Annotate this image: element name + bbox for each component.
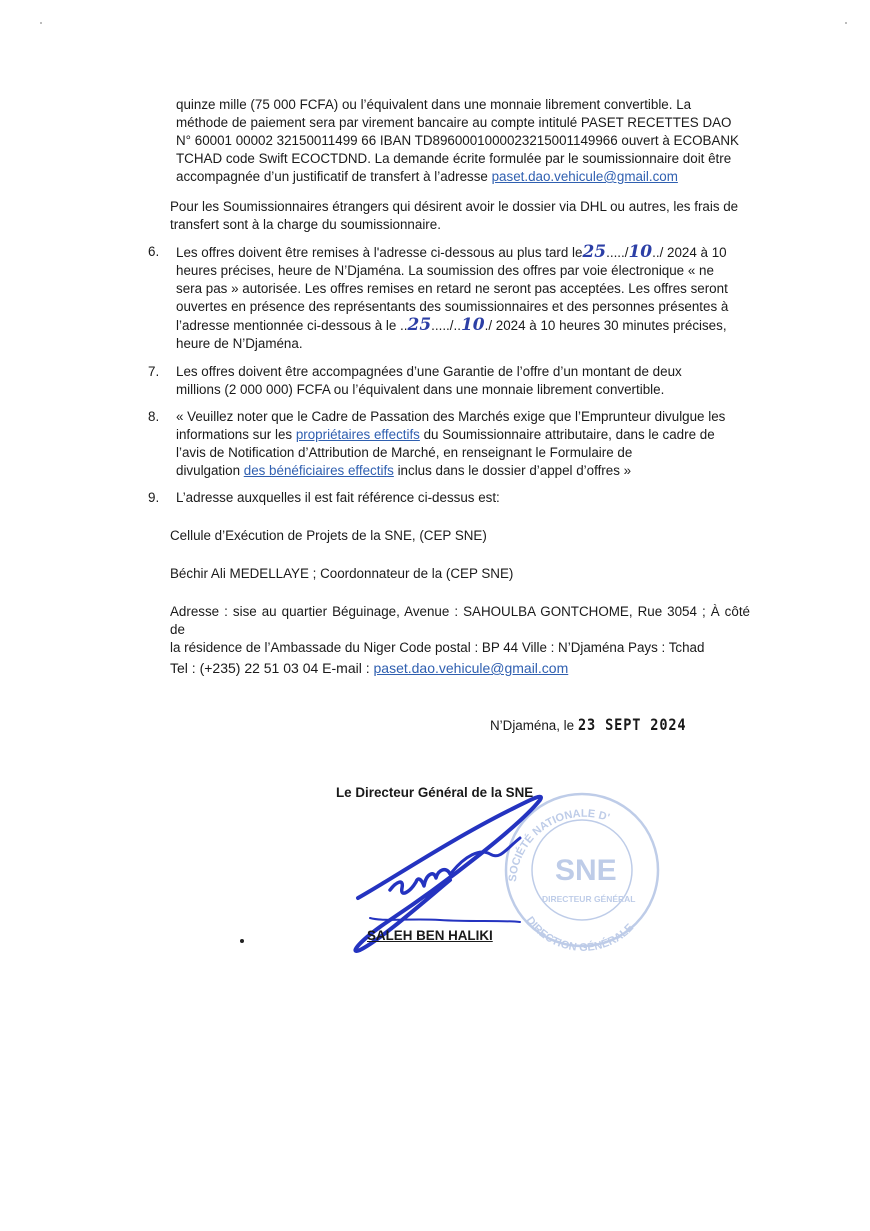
item-number: 6. bbox=[148, 244, 160, 259]
stamp-and-signature bbox=[330, 770, 660, 980]
item6-line: ouvertes en présence des représentants des soumissionnaires et des personnes présentes à bbox=[176, 299, 729, 314]
item6-line: Les offres doivent être remises à l'adresse ci-dessous au plus tard le25...../10../ 2024 à 10 bbox=[176, 242, 727, 262]
item8-line: informations sur les propriétaires effectifs du Soumissionnaire attributaire, dans le cadre de bbox=[176, 427, 715, 442]
item-number: 7. bbox=[148, 364, 160, 379]
contact-email-link[interactable]: paset.dao.vehicule@gmail.com bbox=[373, 660, 569, 676]
stamp-center-text: SNE bbox=[555, 854, 617, 887]
item-number: 9. bbox=[148, 490, 160, 505]
item-9-paragraph: L’adresse auxquelles il est fait référence ci-dessus est: bbox=[176, 490, 500, 505]
handwritten-day: 25 bbox=[407, 315, 432, 335]
item-6-paragraph bbox=[176, 243, 748, 353]
scan-speck bbox=[845, 22, 847, 24]
item6-line: l’adresse mentionnée ci-dessous à le ..25...../..10./ 2024 à 10 heures 30 minutes précises, bbox=[176, 315, 727, 335]
stamp-inner-text: DIRECTEUR GÉNÉRAL bbox=[542, 894, 636, 904]
contact-line: Tel : (+235) 22 51 03 04 E-mail : paset.dao.vehicule@gmail.com bbox=[170, 660, 569, 676]
handwritten-month: 10 bbox=[460, 315, 485, 335]
cell-name: Cellule d’Exécution de Projets de la SNE, (CEP SNE) bbox=[170, 528, 487, 543]
intro-line: quinze mille (75 000 FCFA) ou l’équivalent dans une monnaie librement convertible. La bbox=[176, 97, 692, 112]
scan-speck bbox=[40, 22, 42, 24]
email-link[interactable]: paset.dao.vehicule@gmail.com bbox=[491, 169, 678, 184]
item8-line: divulgation des bénéficiaires effectifs inclus dans le dossier d’appel d’offres » bbox=[176, 463, 632, 478]
beneficiaries-link[interactable]: des bénéficiaires effectifs bbox=[243, 463, 394, 478]
item-8-paragraph bbox=[176, 408, 748, 480]
intro-line: méthode de paiement sera par virement bancaire au compte intitulé PASET RECETTES DAO bbox=[176, 115, 732, 130]
payment-paragraph bbox=[176, 96, 748, 186]
beneficial-owners-link[interactable]: propriétaires effectifs bbox=[295, 427, 420, 442]
item7-line: Les offres doivent être accompagnées d’une Garantie de l’offre d’un montant de deux bbox=[176, 364, 682, 379]
item6-line: sera pas » autorisée. Les offres remises en retard ne seront pas acceptées. Les offres seront bbox=[176, 281, 728, 296]
coordinator-name: Béchir Ali MEDELLAYE ; Coordonnateur de la (CEP SNE) bbox=[170, 566, 514, 581]
date-stamp: 23 SEPT 2024 bbox=[577, 715, 687, 734]
item8-line: l’avis de Notification d’Attribution de Marché, en renseignant le Formulaire de bbox=[176, 445, 633, 460]
stamp-bottom-text: DIRECTION GÉNÉRALE bbox=[523, 914, 637, 954]
foreign-line: transfert sont à la charge du soumissionnaire. bbox=[170, 217, 441, 232]
intro-line: TCHAD code Swift ECOCTDND. La demande écrite formulée par le soumissionnaire doit être bbox=[176, 151, 732, 166]
item-7-paragraph bbox=[176, 363, 748, 399]
stamp-top-text: SOCIÉTÉ NATIONALE D' bbox=[506, 807, 612, 883]
intro-line: accompagnée d’un justificatif de transfert à l’adresse paset.dao.vehicule@gmail.com bbox=[176, 169, 678, 184]
signatory-name: SALEH BEN HALIKI bbox=[367, 928, 493, 943]
foreign-line: Pour les Soumissionnaires étrangers qui désirent avoir le dossier via DHL ou autres, les frais de bbox=[170, 199, 739, 214]
signing-date: N’Djaména, le 23 SEPT 2024 bbox=[490, 715, 687, 734]
signatory-title: Le Directeur Général de la SNE bbox=[336, 785, 534, 800]
address-line: la résidence de l’Ambassade du Niger Code postal : BP 44 Ville : N’Djaména Pays : Tchad bbox=[170, 640, 705, 655]
foreign-bidders-paragraph bbox=[170, 198, 750, 234]
item7-line: millions (2 000 000) FCFA ou l’équivalent dans une monnaie librement convertible. bbox=[176, 382, 665, 397]
scan-speck bbox=[240, 939, 244, 943]
item-number: 8. bbox=[148, 409, 160, 424]
item8-line: « Veuillez noter que le Cadre de Passation des Marchés exige que l’Emprunteur divulgue les bbox=[176, 409, 726, 424]
item6-line: heures précises, heure de N’Djaména. La soumission des offres par voie électronique « ne bbox=[176, 263, 714, 278]
handwritten-month: 10 bbox=[628, 242, 653, 262]
handwritten-day: 25 bbox=[582, 242, 607, 262]
address-line: Adresse : sise au quartier Béguinage, Avenue : SAHOULBA GONTCHOME, Rue 3054 ; À côté de bbox=[170, 604, 750, 637]
postal-address bbox=[170, 603, 750, 657]
item6-line: heure de N’Djaména. bbox=[176, 336, 303, 351]
intro-line: N° 60001 00002 32150011499 66 IBAN TD8960001000023215001149966 ouvert à ECOBANK bbox=[176, 133, 739, 148]
